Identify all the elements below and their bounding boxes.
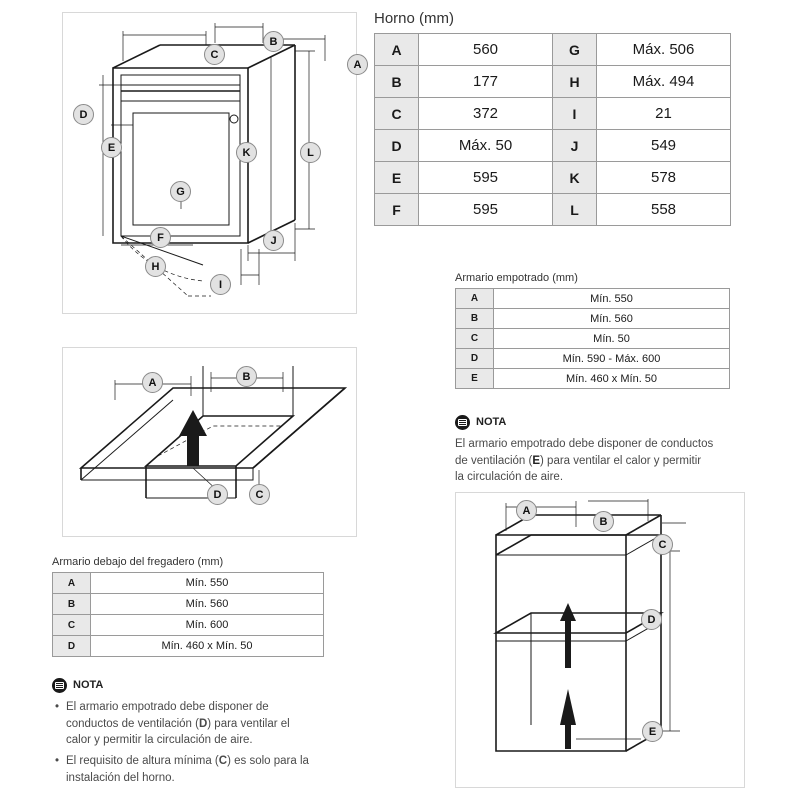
cell-value: Mín. 600 — [91, 615, 324, 636]
note-right-line-1: El armario empotrado debe disponer de conductos — [455, 437, 714, 450]
note-right — [455, 415, 745, 486]
note-item-1-ref: D — [198, 717, 208, 730]
oven-callout-g: G — [170, 181, 191, 202]
cell-value: Mín. 50 — [494, 329, 730, 349]
cell-value: 595 — [419, 194, 553, 226]
cell-key: C — [456, 329, 494, 349]
cell-key: B — [456, 309, 494, 329]
note-bottom — [52, 678, 352, 790]
cabinet-callout-c: C — [652, 534, 673, 555]
note-item-1-line-3: calor y permitir la circulación de aire. — [66, 734, 253, 747]
cabinet-diagram-panel — [455, 492, 745, 788]
cell-key: G — [553, 34, 597, 66]
cell-value: Mín. 590 - Máx. 600 — [494, 349, 730, 369]
cell-value: Máx. 506 — [597, 34, 731, 66]
sink-table — [52, 572, 324, 657]
sink-table-title: Armario debajo del fregadero (mm) — [52, 556, 224, 568]
note-item-1-line-2a: conductos de ventilación ( — [66, 717, 199, 730]
note-item-2-line-2: instalación del horno. — [66, 771, 175, 784]
note-item-2-ref: C — [218, 754, 228, 767]
cabinet-callout-a: A — [516, 500, 537, 521]
note-right-line-2 — [455, 453, 745, 470]
cell-value: Mín. 460 x Mín. 50 — [494, 369, 730, 389]
cell-value: 578 — [597, 162, 731, 194]
table-row — [375, 66, 731, 98]
cell-value: Mín. 460 x Mín. 50 — [91, 636, 324, 657]
table-row — [456, 289, 730, 309]
cell-value: Máx. 494 — [597, 66, 731, 98]
cell-value: 595 — [419, 162, 553, 194]
sink-callout-c: C — [249, 484, 270, 505]
oven-callout-e: E — [101, 137, 122, 158]
cell-key: F — [375, 194, 419, 226]
cell-key: C — [375, 98, 419, 130]
note-bottom-list — [52, 699, 352, 786]
cell-key: C — [53, 615, 91, 636]
note-right-line-3: la circulación de aire. — [455, 471, 564, 484]
table-row — [375, 162, 731, 194]
cell-value: Mín. 560 — [494, 309, 730, 329]
note-bottom-label: NOTA — [73, 679, 104, 691]
note-icon — [52, 678, 67, 693]
cell-key: D — [375, 130, 419, 162]
cell-value: Máx. 50 — [419, 130, 553, 162]
cell-key: D — [456, 349, 494, 369]
table-row — [456, 349, 730, 369]
table-row — [53, 615, 324, 636]
cabinet-callout-e: E — [642, 721, 663, 742]
cell-value: Mín. 560 — [91, 594, 324, 615]
table-row — [375, 194, 731, 226]
note-right-header — [455, 415, 745, 431]
oven-callout-h: H — [145, 256, 166, 277]
note-item-1-line-2c: ) para ventilar el — [207, 717, 290, 730]
cell-key: E — [456, 369, 494, 389]
sink-callout-a: A — [142, 372, 163, 393]
note-right-line-2a: de ventilación ( — [455, 454, 533, 467]
cell-key: K — [553, 162, 597, 194]
table-row — [375, 34, 731, 66]
note-item-2-line-1a: El requisito de altura mínima ( — [66, 754, 219, 767]
cell-value: 21 — [597, 98, 731, 130]
table-row — [53, 636, 324, 657]
cell-key: A — [53, 573, 91, 594]
table-row — [53, 573, 324, 594]
oven-callout-i: I — [210, 274, 231, 295]
table-row — [456, 309, 730, 329]
cell-key: A — [375, 34, 419, 66]
cell-value: Mín. 550 — [91, 573, 324, 594]
cell-value: Mín. 550 — [494, 289, 730, 309]
oven-callout-b: B — [263, 31, 284, 52]
table-row — [456, 369, 730, 389]
cell-key: B — [53, 594, 91, 615]
oven-callout-f: F — [150, 227, 171, 248]
oven-callout-j: J — [263, 230, 284, 251]
sink-diagram-panel — [62, 347, 357, 537]
cell-value: 372 — [419, 98, 553, 130]
note-right-text — [455, 436, 745, 486]
table-row — [375, 98, 731, 130]
oven-callout-c: C — [204, 44, 225, 65]
cell-key: L — [553, 194, 597, 226]
note-right-ref: E — [532, 454, 541, 467]
table-row — [53, 594, 324, 615]
cell-key: E — [375, 162, 419, 194]
oven-callout-k: K — [236, 142, 257, 163]
oven-callout-a: A — [347, 54, 368, 75]
oven-diagram-panel — [62, 12, 362, 314]
sink-diagram-drawing — [63, 348, 358, 538]
sink-callout-d: D — [207, 484, 228, 505]
note-item-2-line-1c: ) es solo para la — [227, 754, 309, 767]
table-row — [375, 130, 731, 162]
cell-value: 549 — [597, 130, 731, 162]
cell-value: 177 — [419, 66, 553, 98]
cell-key: I — [553, 98, 597, 130]
cell-key: A — [456, 289, 494, 309]
list-item — [66, 699, 352, 749]
cell-value: 558 — [597, 194, 731, 226]
oven-callout-d: D — [73, 104, 94, 125]
note-right-label: NOTA — [476, 416, 507, 428]
sink-callout-b: B — [236, 366, 257, 387]
cell-key: J — [553, 130, 597, 162]
cell-key: D — [53, 636, 91, 657]
cell-key: H — [553, 66, 597, 98]
note-item-1-line-1: El armario empotrado debe disponer de — [66, 700, 269, 713]
cabinet-table — [455, 288, 730, 389]
list-item — [66, 753, 352, 786]
cell-key: B — [375, 66, 419, 98]
cell-value: 560 — [419, 34, 553, 66]
note-bottom-header — [52, 678, 352, 694]
cabinet-table-title: Armario empotrado (mm) — [455, 272, 578, 284]
oven-table-title: Horno (mm) — [374, 10, 455, 27]
table-row — [456, 329, 730, 349]
cabinet-callout-b: B — [593, 511, 614, 532]
cabinet-callout-d: D — [641, 609, 662, 630]
oven-callout-l: L — [300, 142, 321, 163]
oven-table — [374, 33, 730, 226]
note-right-line-2c: ) para ventilar el calor y permitir — [540, 454, 702, 467]
cabinet-diagram-drawing — [456, 493, 746, 789]
note-icon — [455, 415, 470, 430]
